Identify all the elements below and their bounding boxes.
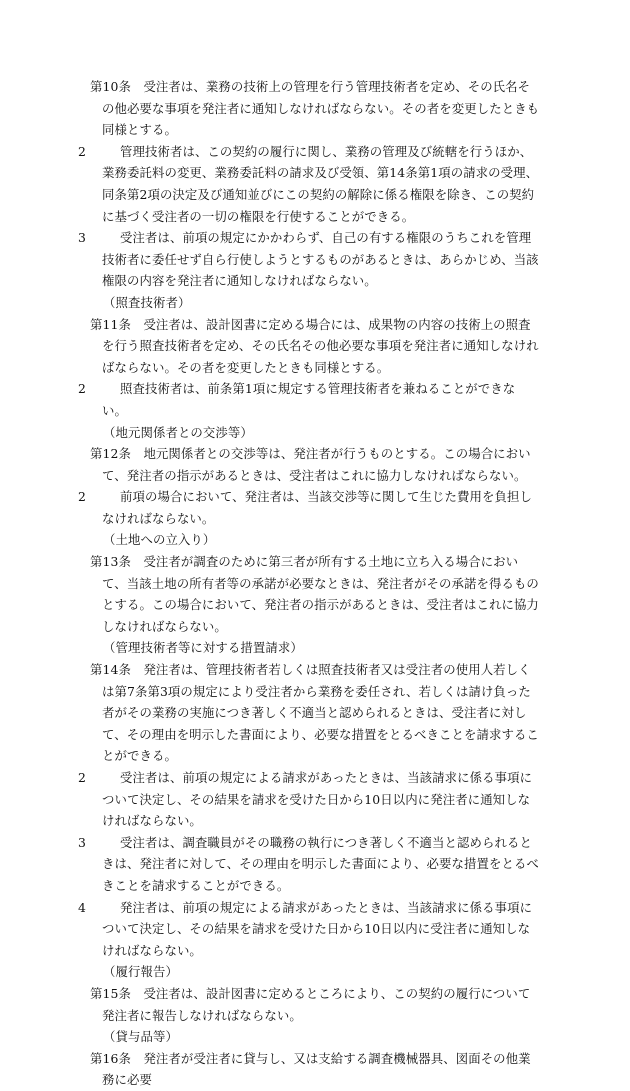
article-14 [90, 659, 540, 767]
paragraph-number: 3 [78, 230, 86, 246]
article-heading: （管理技術者等に対する措置請求） [103, 640, 303, 656]
paragraph-text: 前項の場合において、発注者は、当該交渉等に関して生じた費用を負担しなければならない。 [102, 489, 532, 526]
article-text: 受注者が調査のために第三者が所有する土地に立ち入る場合において、当該土地の所有者等の承諾が必要なときは、発注者がその承諾を得るものとする。この場合において、発注者の指示があるときは、受注者はこれに協力しなければならない。 [102, 554, 539, 634]
paragraph-number: 2 [78, 381, 86, 397]
article-number: 第15条 [90, 985, 131, 1001]
paragraph-14-4 [78, 897, 540, 962]
article-text: 受注者は、設計図書に定めるところにより、この契約の履行について発注者に報告しなければならない。 [102, 985, 531, 1023]
paragraph-10-3 [78, 227, 540, 292]
article-12 [90, 443, 540, 486]
article-heading: （土地への立入り） [103, 532, 216, 548]
paragraph-number: 2 [78, 770, 86, 785]
article-16 [90, 1048, 540, 1091]
article-13 [90, 551, 540, 637]
article-heading: （照査技術者） [103, 294, 191, 310]
article-number: 第12条 [90, 446, 131, 462]
article-heading: （貸与品等） [103, 1029, 178, 1045]
article-number: 第13条 [90, 554, 131, 570]
article-11 [90, 314, 540, 379]
paragraph-text: 照査技術者は、前条第1項に規定する管理技術者を兼ねることができない。 [102, 381, 516, 418]
paragraph-number: 2 [78, 143, 86, 159]
paragraph-10-2 [78, 141, 540, 227]
article-number: 第11条 [90, 316, 131, 332]
paragraph-number: 3 [78, 834, 86, 850]
article-10 [90, 76, 540, 141]
paragraph-text: 受注者は、調査職員がその職務の執行につき著しく不適当と認められるときは、発注者に対して、その理由を明示した書面により、必要な措置をとるべきことを請求することができる。 [102, 834, 539, 893]
paragraph-text: 受注者は、前項の規定による請求があったときは、当該請求に係る事項について決定し、その結果を請求を受けた日から10日以内に発注者に通知しなければならない。 [102, 770, 533, 829]
paragraph-text: 受注者は、前項の規定にかかわらず、自己の有する権限のうちこれを管理技術者に委任せず自ら行使しようとするものがあるときは、あらかじめ、当該権限の内容を発注者に通知しなければならない。 [102, 230, 539, 289]
article-text: 発注者は、管理技術者若しくは照査技術者又は受注者の使用人若しくは第7条第3項の規定により受注者から業務を委任され、若しくは請け負った者がその業務の実施につき著しく不適当と認められるときは、受注者に対して、その理由を明示した書面により、必要な措置をとるべきことを請求することができる。 [102, 662, 539, 764]
article-text: 受注者は、業務の技術上の管理を行う管理技術者を定め、その氏名その他必要な事項を発注者に通知しなければならない。その者を変更したときも同様とする。 [102, 79, 540, 138]
article-heading: （履行報告） [103, 964, 178, 980]
article-number: 第14条 [90, 662, 131, 678]
article-text: 地元関係者との交渉等は、発注者が行うものとする。この場合において、発注者の指示があるときは、受注者はこれに協力しなければならない。 [102, 446, 531, 483]
article-number: 第10条 [90, 79, 131, 94]
paragraph-11-2 [78, 378, 540, 421]
document-body [78, 76, 540, 1091]
paragraph-14-3 [78, 832, 540, 897]
article-text: 受注者は、設計図書に定める場合には、成果物の内容の技術上の照査を行う照査技術者を定め、その氏名その他必要な事項を発注者に通知しなければならない。その者を変更したときも同様とする。 [102, 316, 539, 375]
paragraph-12-2 [78, 486, 540, 529]
paragraph-text: 管理技術者は、この契約の履行に関し、業務の管理及び統轄を行うほか、業務委託料の変更、業務委託料の請求及び受領、第14条第1項の請求の受理、同条第2項の決定及び通知並びにこの契約の解除に係る権限を除き、この契約に基づく受注者の一切の権限を行使することができる。 [102, 143, 539, 224]
paragraph-14-2 [78, 767, 540, 832]
paragraph-text: 発注者は、前項の規定による請求があったときは、当該請求に係る事項について決定し、その結果を請求を受けた日から10日以内に受注者に通知しなければならない。 [102, 899, 533, 958]
paragraph-number: 4 [78, 899, 86, 915]
article-text: 発注者が受注者に貸与し、又は支給する調査機械器具、図面その他業務に必要 [102, 1050, 531, 1088]
article-15 [90, 983, 540, 1026]
article-heading: （地元関係者との交渉等） [103, 424, 253, 440]
paragraph-number: 2 [78, 489, 86, 505]
article-number: 第16条 [90, 1050, 131, 1066]
